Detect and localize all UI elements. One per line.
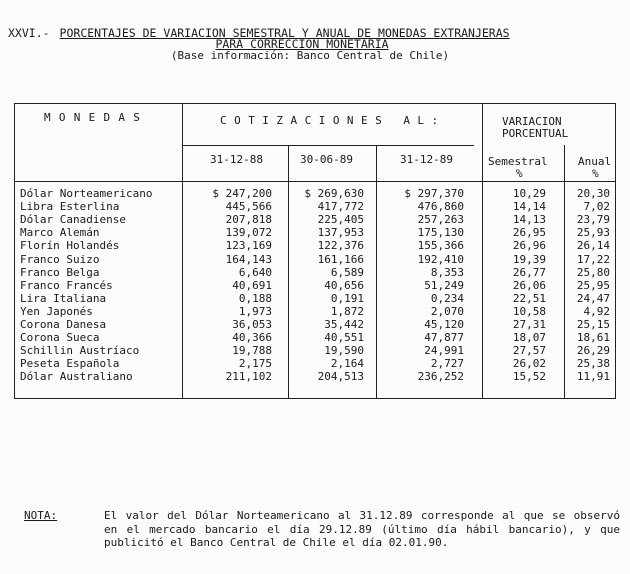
cell-anual: 11,91	[576, 370, 610, 384]
cell-moneda: Florín Holandés	[20, 239, 120, 253]
cell-anual: 25,15	[576, 318, 610, 331]
cell-cotizacion-3: 47,877	[424, 331, 464, 345]
cell-semestral: 10,58	[512, 304, 546, 318]
cell-moneda: Corona Sueca	[20, 331, 100, 345]
cell-semestral: 26,06	[512, 278, 546, 292]
cell-cotizacion-2: 0,191	[330, 291, 364, 305]
cell-cotizacion-1: 36,053	[232, 318, 272, 331]
cell-cotizacion-1: 1,973	[238, 304, 272, 318]
cell-cotizacion-1: 2,175	[238, 357, 272, 371]
cell-cotizacion-1: 164,143	[225, 252, 272, 266]
currency-table	[14, 103, 616, 399]
table-border-right	[615, 103, 616, 399]
col-divider-3	[376, 145, 377, 399]
cell-anual: 17,22	[576, 252, 610, 266]
title-line-2: PARA CORRECCION MONETARIA	[215, 37, 389, 51]
cell-cotizacion-3: 257,263	[417, 213, 464, 227]
cell-cotizacion-3: 45,120	[424, 318, 464, 331]
cell-moneda: Corona Danesa	[20, 318, 107, 331]
unit-semestral: %	[516, 167, 523, 180]
title-line-1: PORCENTAJES DE VARIACION SEMESTRAL Y ANUAL DE MONEDAS EXTRANJERAS	[59, 26, 510, 40]
cell-cotizacion-2: 225,405	[317, 213, 364, 227]
cell-cotizacion-2: 2,164	[330, 357, 364, 371]
cell-cotizacion-3: 476,860	[417, 200, 464, 214]
cell-semestral: 26,02	[512, 357, 546, 371]
header-semestral: Semestral	[488, 155, 548, 168]
header-monedas: MONEDAS	[44, 111, 149, 124]
cell-anual: 7,02	[583, 200, 610, 214]
cell-cotizacion-2: 40,656	[324, 278, 364, 292]
col-divider-4	[482, 103, 483, 399]
cell-cotizacion-2: 6,589	[330, 265, 364, 279]
cell-moneda: Libra Esterlina	[20, 200, 120, 214]
cell-cotizacion-1: 40,691	[232, 278, 272, 292]
cell-semestral: 22,51	[512, 291, 546, 305]
cell-anual: 4,92	[583, 304, 610, 318]
cell-anual: 24,47	[576, 291, 610, 305]
cell-anual: 23,79	[576, 213, 610, 227]
cell-anual: 26,29	[576, 344, 610, 358]
header-divider-mid	[182, 145, 474, 146]
cell-cotizacion-2: 19,590	[324, 344, 364, 358]
cell-cotizacion-3: 2,727	[430, 357, 464, 371]
table-border-top	[14, 103, 616, 104]
document-subtitle: (Base información: Banco Central de Chile)	[170, 49, 450, 62]
cell-moneda: Franco Suizo	[20, 252, 100, 266]
header-date-1: 31-12-88	[210, 153, 263, 166]
header-anual: Anual	[578, 155, 612, 168]
header-porcentual: PORCENTUAL	[502, 127, 569, 140]
cell-semestral: 27,57	[512, 344, 546, 358]
cell-moneda: Yen Japonés	[20, 304, 93, 318]
cell-moneda: Lira Italiana	[20, 291, 107, 305]
cell-cotizacion-1: 40,366	[232, 331, 272, 345]
cell-moneda: Dólar Australiano	[20, 370, 133, 384]
cell-anual: 25,93	[576, 226, 610, 240]
cell-cotizacion-2: 161,166	[317, 252, 364, 266]
unit-anual: %	[592, 167, 599, 180]
cell-moneda: Dólar Canadiense	[20, 213, 126, 227]
header-divider-bottom	[14, 181, 616, 182]
header-date-3: 31-12-89	[400, 153, 453, 166]
cell-semestral: 27,31	[512, 318, 546, 331]
cell-cotizacion-1: 445,566	[225, 200, 272, 214]
cell-cotizacion-3: 236,252	[417, 370, 464, 384]
cell-semestral: 19,39	[512, 252, 546, 266]
cell-anual: 20,30	[576, 187, 610, 200]
cell-cotizacion-3: 175,130	[417, 226, 464, 240]
cell-semestral: 26,95	[512, 226, 546, 240]
cell-semestral: 18,07	[512, 331, 546, 345]
table-border-bottom	[14, 398, 616, 399]
cell-moneda: Peseta Española	[20, 357, 120, 371]
cell-cotizacion-3: 192,410	[417, 252, 464, 266]
nota-text: El valor del Dólar Norteamericano al 31.12.89 corresponde al que se observó en el mercado bancario el día 29.12.89 (último día hábil bancario), y que publicitó el Banco Central de Chile el día 02.01.90.	[104, 509, 620, 550]
cell-cotizacion-2: 417,772	[317, 200, 364, 214]
cell-cotizacion-1: 123,169	[225, 239, 272, 253]
cell-cotizacion-2: 137,953	[317, 226, 364, 240]
cell-semestral: 15,52	[512, 370, 546, 384]
cell-cotizacion-2: 204,513	[317, 370, 364, 384]
cell-semestral: 26,77	[512, 265, 546, 279]
cell-anual: 25,38	[576, 357, 610, 371]
cell-cotizacion-3: 0,234	[430, 291, 464, 305]
cell-semestral: 26,96	[512, 239, 546, 253]
cell-cotizacion-1: 19,788	[232, 344, 272, 358]
cell-cotizacion-2: 40,551	[324, 331, 364, 345]
cell-moneda: Marco Alemán	[20, 226, 100, 240]
cell-cotizacion-1: 211,102	[225, 370, 272, 384]
section-code: XXVI.-	[8, 26, 50, 40]
cell-cotizacion-1: $ 247,200	[212, 187, 272, 200]
cell-cotizacion-1: 139,072	[225, 226, 272, 240]
cell-anual: 25,95	[576, 278, 610, 292]
header-variacion: VARIACION	[502, 115, 562, 128]
nota-label: NOTA:	[24, 509, 58, 522]
cell-cotizacion-3: 51,249	[424, 278, 464, 292]
cell-anual: 26,14	[576, 239, 610, 253]
cell-cotizacion-1: 207,818	[225, 213, 272, 227]
cell-cotizacion-3: $ 297,370	[404, 187, 464, 200]
cell-moneda: Dólar Norteamericano	[20, 187, 153, 200]
cell-semestral: 14,13	[512, 213, 546, 227]
cell-moneda: Franco Francés	[20, 278, 113, 292]
cell-cotizacion-2: 35,442	[324, 318, 364, 331]
cell-cotizacion-1: 6,640	[238, 265, 272, 279]
cell-cotizacion-3: 155,366	[417, 239, 464, 253]
cell-cotizacion-3: 8,353	[430, 265, 464, 279]
col-divider-2	[288, 145, 289, 399]
table-border-left	[14, 103, 15, 399]
cell-moneda: Schillin Austríaco	[20, 344, 140, 358]
cell-cotizacion-2: $ 269,630	[304, 187, 364, 200]
cell-cotizacion-2: 122,376	[317, 239, 364, 253]
cell-anual: 25,80	[576, 265, 610, 279]
header-date-2: 30-06-89	[300, 153, 353, 166]
cell-cotizacion-3: 24,991	[424, 344, 464, 358]
cell-cotizacion-2: 1,872	[330, 304, 364, 318]
col-divider-5	[564, 145, 565, 399]
cell-cotizacion-1: 0,188	[238, 291, 272, 305]
cell-cotizacion-3: 2,070	[430, 304, 464, 318]
cell-moneda: Franco Belga	[20, 265, 100, 279]
cell-semestral: 10,29	[512, 187, 546, 200]
cell-anual: 18,61	[576, 331, 610, 345]
cell-semestral: 14,14	[512, 200, 546, 214]
header-cotizaciones: COTIZACIONES AL:	[220, 114, 446, 127]
